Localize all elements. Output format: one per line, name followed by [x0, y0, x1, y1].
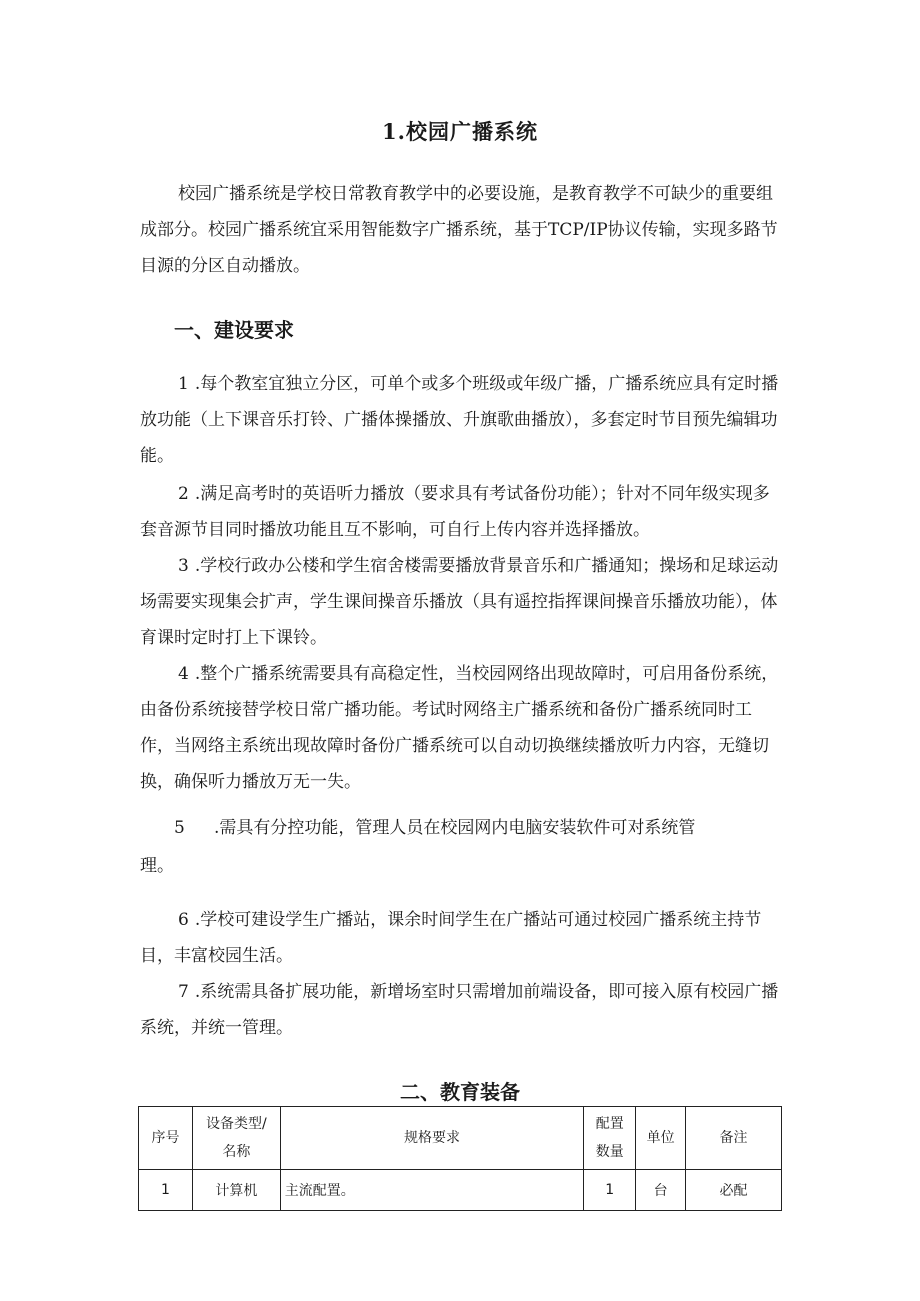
cell-qty: 1 — [584, 1170, 636, 1211]
section-heading-construction: 一、建设要求 — [174, 318, 294, 342]
header-unit: 单位 — [636, 1107, 686, 1170]
cell-note: 必配 — [686, 1170, 782, 1211]
requirement-text: .系统需具备扩展功能，新增场室时只需增加前端设备，即可接入原有校园广播系统，并统一管理。 — [140, 982, 779, 1038]
requirement-number: 5 — [174, 818, 185, 838]
cell-spec: 主流配置。 — [280, 1170, 583, 1211]
requirement-number: 3 — [178, 556, 189, 576]
header-note: 备注 — [686, 1107, 782, 1170]
requirement-number: 7 — [178, 982, 189, 1002]
header-no: 序号 — [139, 1107, 193, 1170]
cell-unit: 台 — [636, 1170, 686, 1211]
requirement-number: 1 — [178, 374, 189, 394]
requirement-item-7 — [140, 974, 780, 1046]
requirement-text: .整个广播系统需要具有高稳定性，当校园网络出现故障时，可启用备份系统，由备份系统接替学校日常广播功能。考试时网络主广播系统和备份广播系统同时工作，当网络主系统出现故障时备份广播系统可以自动切换继续播放听力内容，无缝切换，确保听力播放万无一失。 — [140, 664, 779, 792]
requirement-item-6 — [140, 902, 780, 974]
requirement-item-2 — [140, 476, 780, 548]
table-row — [139, 1170, 782, 1211]
requirement-text: .需具有分控功能，管理人员在校园网内电脑安装软件可对系统管 — [214, 818, 696, 838]
requirement-number: 4 — [178, 664, 189, 684]
header-qty — [584, 1107, 636, 1170]
section-heading-equipment: 二、教育装备 — [400, 1080, 520, 1104]
requirement-item-4 — [140, 656, 780, 800]
header-type — [192, 1107, 280, 1170]
requirement-text: .学校可建设学生广播站，课余时间学生在广播站可通过校园广播系统主持节目，丰富校园生活。 — [140, 910, 762, 966]
cell-no: 1 — [139, 1170, 193, 1211]
header-spec: 规格要求 — [280, 1107, 583, 1170]
requirement-item-1 — [140, 366, 780, 474]
requirement-text: .学校行政办公楼和学生宿舍楼需要播放背景音乐和广播通知；操场和足球运动场需要实现集会扩声，学生课间操音乐播放（具有遥控指挥课间操音乐播放功能），体育课时定时打上下课铃。 — [140, 556, 779, 648]
header-type-line1: 设备类型/ — [205, 1116, 267, 1132]
requirement-number: 2 — [178, 484, 189, 504]
requirement-number: 6 — [178, 910, 189, 930]
requirement-text: .每个教室宜独立分区，可单个或多个班级或年级广播，广播系统应具有定时播放功能（上下课音乐打铃、广播体操播放、升旗歌曲播放），多套定时节目预先编辑功能。 — [140, 374, 779, 466]
requirement-item-5 — [140, 810, 780, 884]
equipment-table — [138, 1106, 782, 1211]
requirement-text-continued: 理。 — [140, 856, 174, 876]
requirement-item-3 — [140, 548, 780, 656]
cell-type: 计算机 — [192, 1170, 280, 1211]
document-title: 1.校园广播系统 — [382, 119, 538, 144]
header-qty-line2: 数量 — [595, 1144, 624, 1160]
intro-paragraph: 校园广播系统是学校日常教育教学中的必要设施，是教育教学不可缺少的重要组成部分。校园广播系统宜采用智能数字广播系统，基于TCP/IP协议传输，实现多路节目源的分区自动播放。 — [140, 184, 778, 276]
table-header-row — [139, 1107, 782, 1170]
requirement-text: .满足高考时的英语听力播放（要求具有考试备份功能）；针对不同年级实现多套音源节目同时播放功能且互不影响，可自行上传内容并选择播放。 — [140, 484, 770, 540]
header-qty-line1: 配置 — [595, 1116, 624, 1132]
header-type-line2: 名称 — [222, 1144, 251, 1160]
